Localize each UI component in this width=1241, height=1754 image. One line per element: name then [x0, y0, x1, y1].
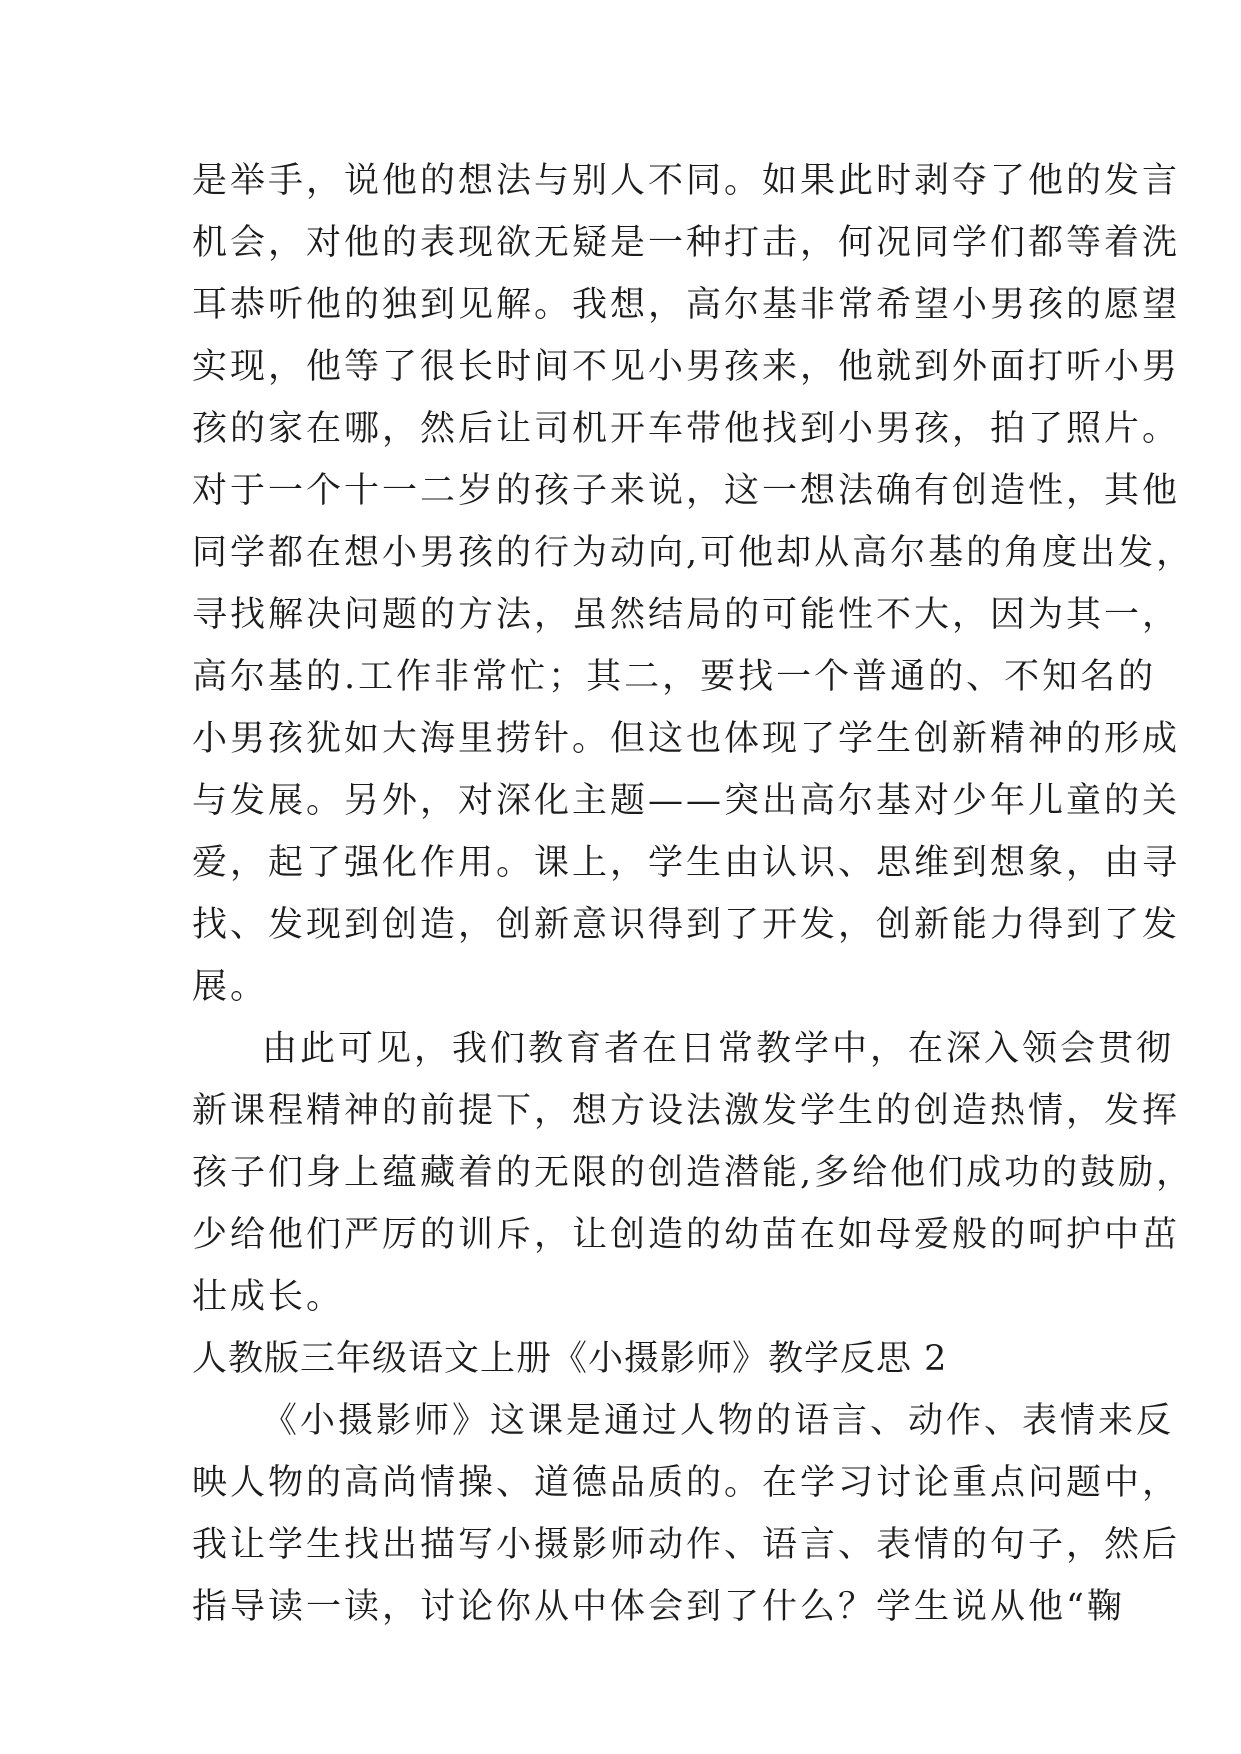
text-line: 是举手，说他的想法与别人不同。如果此时剥夺了他的发言 [192, 161, 1181, 201]
text-line: 我让学生找出描写小摄影师动作、语言、表情的句子，然后 [192, 1525, 1181, 1565]
text-line: 机会，对他的表现欲无疑是一种打击，何况同学们都等着洗 [192, 223, 1181, 263]
text-line: 高尔基的.工作非常忙；其二，要找一个普通的、不知名的 [192, 657, 1157, 697]
paragraph-start-line: 由此可见，我们教育者在日常教学中，在深入领会贯彻 [262, 1029, 1175, 1069]
section-heading: 人教版三年级语文上册《小摄影师》教学反思 2 [192, 1339, 948, 1379]
text-line: 映人物的高尚情操、道德品质的。在学习讨论重点问题中， [192, 1463, 1181, 1503]
text-line: 壮成长。 [192, 1277, 345, 1317]
document-body [192, 150, 1195, 1638]
text-line: 少给他们严厉的训斥，让创造的幼苗在如母爱般的呵护中茁 [192, 1215, 1181, 1255]
text-line: 寻找解决问题的方法，虽然结局的可能性不大，因为其一， [192, 595, 1181, 635]
text-line: 小男孩犹如大海里捞针。但这也体现了学生创新精神的形成 [192, 719, 1181, 759]
text-line: 孩子们身上蕴藏着的无限的创造潜能,多给他们成功的鼓励， [192, 1153, 1195, 1193]
text-line: 对于一个十一二岁的孩子来说，这一想法确有创造性，其他 [192, 471, 1181, 511]
text-line: 孩的家在哪，然后让司机开车带他找到小男孩，拍了照片。 [192, 409, 1181, 449]
text-line: 指导读一读，讨论你从中体会到了什么？学生说从他“鞠 [192, 1587, 1125, 1627]
paragraph-start-line: 《小摄影师》这课是通过人物的语言、动作、表情来反 [262, 1401, 1175, 1441]
text-line: 耳恭听他的独到见解。我想，高尔基非常希望小男孩的愿望 [192, 285, 1181, 325]
text-line: 实现，他等了很长时间不见小男孩来，他就到外面打听小男 [192, 347, 1181, 387]
text-line: 展。 [192, 967, 269, 1007]
text-line: 爱，起了强化作用。课上，学生由认识、思维到想象，由寻 [192, 843, 1181, 883]
text-line: 新课程精神的前提下，想方设法激发学生的创造热情，发挥 [192, 1091, 1181, 1131]
text-line: 找、发现到创造，创新意识得到了开发，创新能力得到了发 [192, 905, 1181, 945]
text-line: 同学都在想小男孩的行为动向,可他却从高尔基的角度出发， [192, 533, 1195, 573]
text-line: 与发展。另外，对深化主题——突出高尔基对少年儿童的关 [192, 781, 1181, 821]
